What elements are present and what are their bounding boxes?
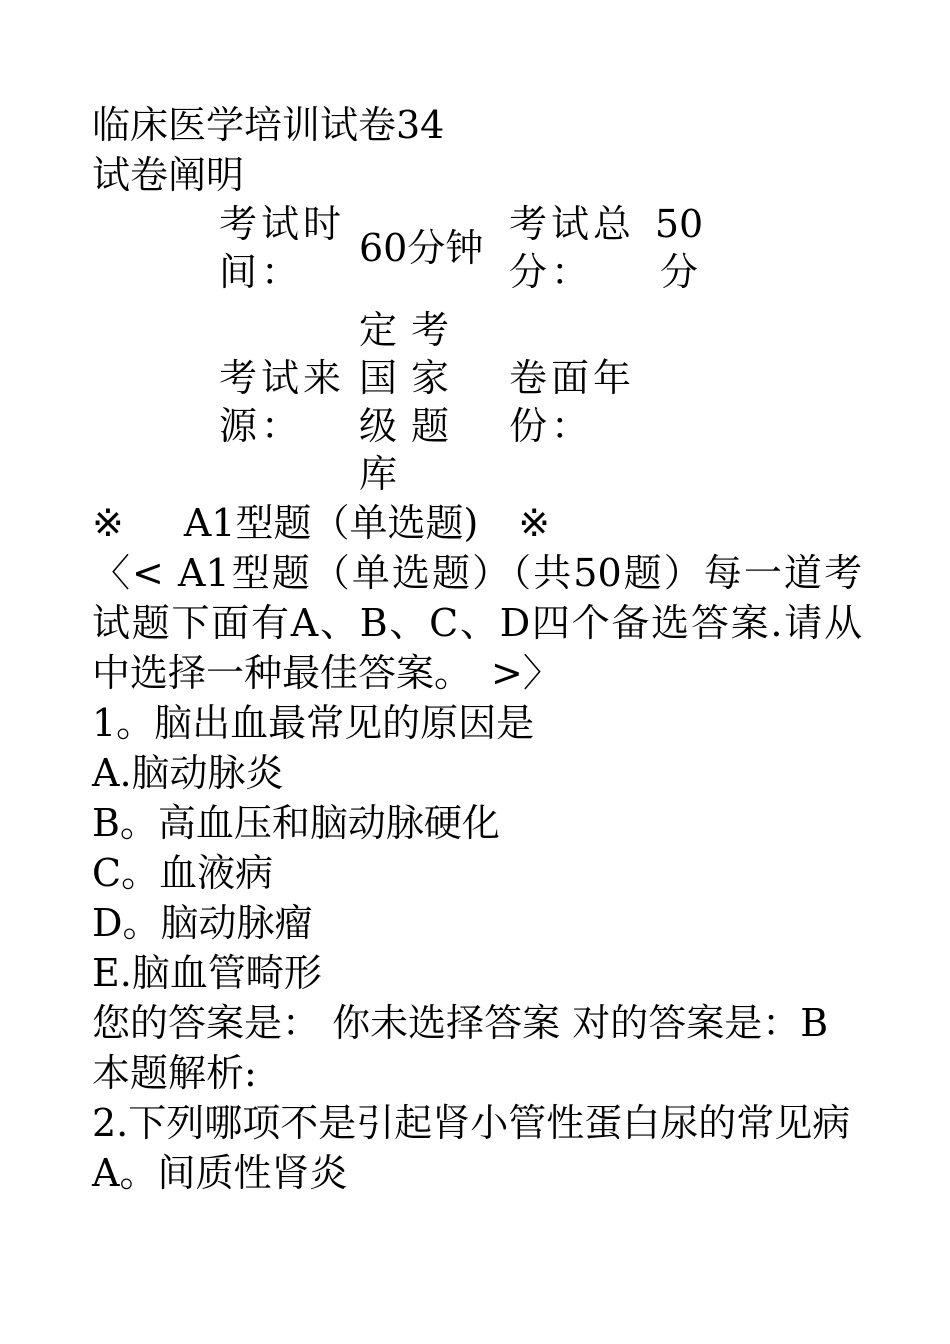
question-block <box>92 698 862 1098</box>
answer-option: B。高血压和脑动脉硬化 <box>92 801 500 845</box>
exam-subtitle: 试卷阐明 <box>92 153 245 197</box>
year-value <box>649 302 709 498</box>
time-value: 60分钟 <box>359 226 484 270</box>
answer-result <box>92 998 862 1048</box>
year-label: 卷面年份： <box>509 356 636 448</box>
section-heading <box>92 498 862 548</box>
time-label: 考试时间： <box>219 202 346 294</box>
answer-option: C。血液病 <box>92 851 274 895</box>
correct-answer-value: B <box>800 1001 829 1045</box>
correct-answer-label: 对的答案是： <box>572 1001 801 1045</box>
question-stem: 1。脑出血最常见的原因是 <box>92 701 535 745</box>
your-answer-label: 您的答案是： <box>92 1001 321 1045</box>
question-stem: 2.下列哪项不是引起肾小管性蛋白尿的常见病 <box>92 1101 851 1145</box>
exam-title: 临床医学培训试卷34 <box>92 103 445 147</box>
source-label: 考试来源： <box>219 356 346 448</box>
source-value: 定考国家级题库 <box>359 308 464 496</box>
answer-option: A。间质性肾炎 <box>92 1151 348 1195</box>
section-mark-right: ※ <box>518 501 551 545</box>
answer-option: D。脑动脉瘤 <box>92 901 313 945</box>
total-label: 考试总分： <box>509 202 636 294</box>
question-block <box>92 1098 862 1198</box>
answer-option: E.脑血管畸形 <box>92 951 322 995</box>
your-answer-value: 你未选择答案 <box>332 1001 561 1045</box>
analysis-label: 本题解析: <box>92 1051 257 1095</box>
total-value: 50分 <box>654 202 704 294</box>
section-title: A1型题（单选题) <box>183 501 479 545</box>
exam-info-row <box>219 200 709 302</box>
exam-document <box>92 100 862 1198</box>
exam-info-table <box>219 200 709 498</box>
section-mark-left: ※ <box>92 501 124 545</box>
section-instructions: 〈< A1型题（单选题）（共50题）每一道考试题下面有A、B、C、D四个备选答案.请从中选择一种最佳答案。 >〉 <box>92 551 862 695</box>
answer-option: A.脑动脉炎 <box>92 751 284 795</box>
exam-info-row <box>219 302 709 498</box>
